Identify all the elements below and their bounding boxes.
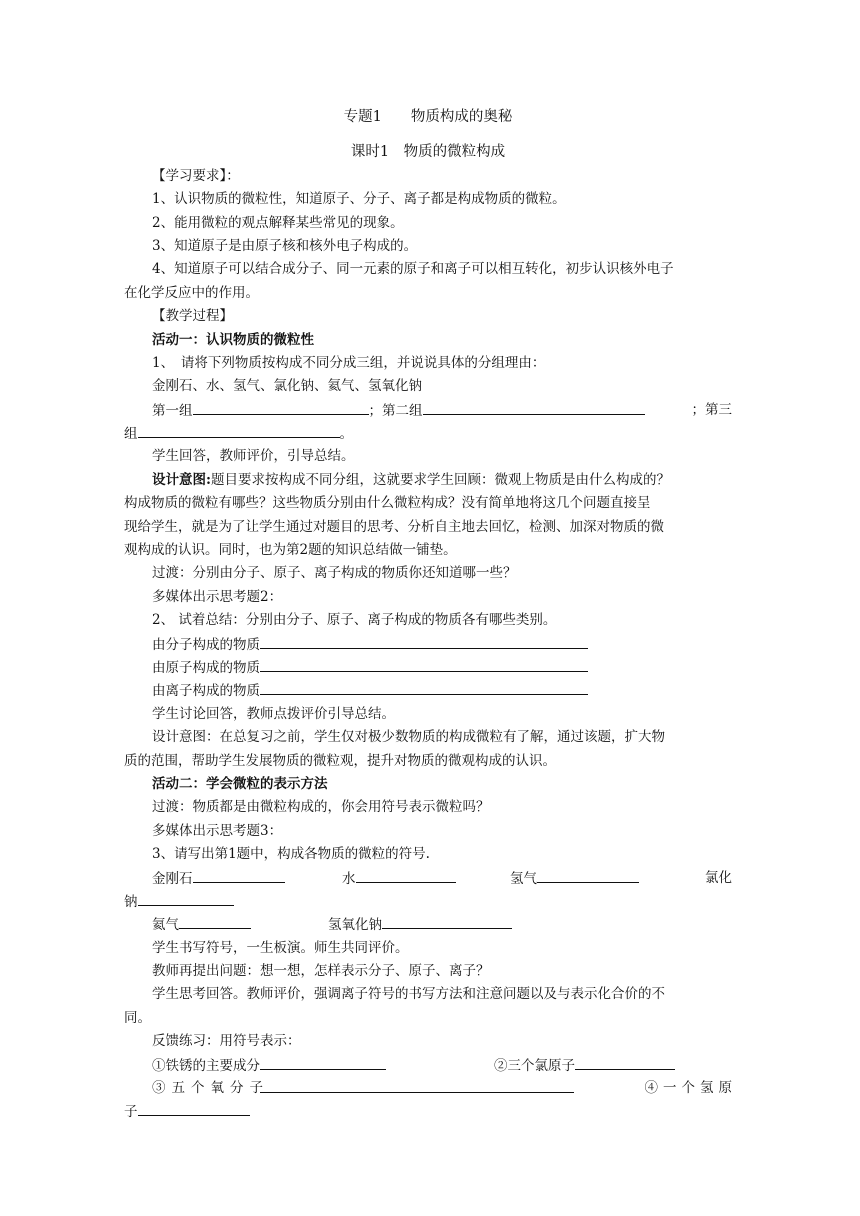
design-intent-1-line-4: 观构成的认识。同时，也为第2题的知识总结做一铺垫。 (124, 542, 457, 559)
sodium-hydroxide-blank[interactable] (382, 913, 512, 929)
design-intent-label: 设计意图: (152, 471, 211, 488)
group-2-label: ；第二组 (368, 402, 423, 419)
activity-1-heading: 活动一：认识物质的微粒性 (152, 331, 314, 348)
ion-blank[interactable] (260, 679, 588, 695)
question-3: 3、请写出第1题中，构成各物质的微粒的符号. (152, 846, 430, 863)
group-3-blank[interactable] (138, 422, 340, 438)
question-2: 2、 试着总结：分别由分子、原子、离子构成的物质各有哪些类别。 (152, 612, 557, 629)
water-label: 水 (342, 870, 356, 887)
transition-2: 过渡：物质都是由微粒构成的，你会用符号表示微粒吗？ (152, 799, 490, 816)
symbol-line-1-cont (124, 890, 732, 913)
hydrogen-blank[interactable] (537, 867, 639, 883)
molecule-label: 由分子构成的物质 (152, 636, 260, 653)
requirement-2: 2、能用微粒的观点解释某些常见的现象。 (152, 214, 404, 231)
rust-label: ①铁锈的主要成分 (152, 1057, 260, 1074)
group-1-label: 第一组 (152, 402, 193, 419)
chlorine-atoms-blank[interactable] (575, 1054, 675, 1070)
transition-1: 过渡：分别由分子、原子、离子构成的物质你还知道哪一些？ (152, 565, 517, 582)
group-3-answer-line (124, 422, 732, 445)
rust-blank[interactable] (260, 1054, 386, 1070)
helium-label: 氦气 (152, 917, 179, 934)
group-1-blank[interactable] (193, 399, 369, 415)
molecule-answer-line (124, 633, 732, 656)
student-answer-3: 学生书写符号，一生板演。师生共同评价。 (152, 939, 409, 956)
multimedia-question-3: 多媒体出示思考题3： (152, 822, 283, 839)
atom-label: 由原子构成的物质 (152, 659, 260, 676)
atom-blank[interactable] (260, 656, 588, 672)
feedback-line-2 (124, 1077, 737, 1100)
question-1-items: 金刚石、水、氢气、氯化钠、氦气、氢氧化钠 (152, 378, 422, 395)
document-page (124, 106, 737, 1124)
symbol-line-2 (124, 913, 732, 936)
hydrogen-atom-label-cont: 子 (124, 1104, 138, 1121)
molecule-blank[interactable] (260, 633, 588, 649)
design-intent-1 (124, 469, 732, 492)
sodium-chloride-blank[interactable] (138, 890, 234, 906)
student-answer-4-cont: 同。 (124, 1009, 151, 1026)
student-answer-2: 学生讨论回答，教师点拨评价引导总结。 (152, 705, 395, 722)
design-intent-1-text: 题目要求按构成不同分组，这就要求学生回顾：微观上物质是由什么构成的？ (210, 471, 670, 488)
student-answer-4: 学生思考回答。教师评价，强调离子符号的书写方法和注意问题以及与表示化合价的不 (152, 986, 665, 1003)
requirement-4-cont: 在化学反应中的作用。 (124, 284, 259, 301)
ion-label: 由离子构成的物质 (152, 683, 260, 700)
sodium-chloride-label-cont: 钠 (124, 893, 138, 910)
requirement-1: 1、认识物质的微粒性，知道原子、分子、离子都是构成物质的微粒。 (152, 191, 566, 208)
feedback-line-1 (124, 1054, 732, 1077)
symbol-line-1 (124, 867, 732, 890)
design-intent-2: 设计意图：在总复习之前，学生仅对极少数物质的构成微粒有了解，通过该题，扩大物 (152, 729, 665, 746)
oxygen-molecules-label: ③五个氧分子 (152, 1080, 269, 1097)
feedback-line-2-cont (124, 1100, 732, 1123)
water-blank[interactable] (356, 867, 456, 883)
hydrogen-label: 氢气 (510, 870, 537, 887)
activity-2-heading: 活动二：学会微粒的表示方法 (152, 775, 328, 792)
design-intent-2-line-2: 质的范围，帮助学生发展物质的微粒观，提升对物质的微观构成的认识。 (124, 752, 556, 769)
group-period: 。 (339, 426, 353, 443)
section-heading-requirements: 【学习要求】： (152, 167, 240, 184)
group-3-label: ；第三 (691, 401, 732, 418)
doc-subtitle: 课时1 物质的微粒构成 (350, 144, 506, 161)
section-heading-process: 【教学过程】 (152, 308, 233, 325)
student-answer-1: 学生回答，教师评价，引导总结。 (152, 448, 355, 465)
doc-title: 专题1 物质构成的奥秘 (343, 109, 513, 125)
hydrogen-atom-blank[interactable] (138, 1100, 250, 1116)
diamond-blank[interactable] (193, 867, 285, 883)
question-1: 1、 请将下列物质按构成不同分成三组，并说说具体的分组理由： (152, 354, 546, 371)
feedback-practice: 反馈练习：用符号表示： (152, 1033, 301, 1050)
ion-answer-line (124, 679, 732, 702)
design-intent-1-line-3: 现给学生，就是为了让学生通过对题目的思考、分析自主地去回忆，检测、加深对物质的微 (124, 518, 664, 535)
group-answer-line (124, 399, 732, 422)
oxygen-molecules-blank[interactable] (260, 1077, 574, 1093)
design-intent-1-line-2: 构成物质的微粒有哪些？这些物质分别由什么微粒构成？没有简单地将这几个问题直接呈 (124, 495, 651, 512)
group-2-blank[interactable] (423, 399, 645, 415)
requirement-4: 4、知道原子可以结合成分子、同一元素的原子和离子可以相互转化，初步认识核外电子 (152, 261, 674, 278)
group-3-label-cont: 组 (124, 426, 138, 443)
teacher-question: 教师再提出问题：想一想，怎样表示分子、原子、离子？ (152, 963, 490, 980)
hydrogen-atom-label: ④一个氢原 (644, 1080, 737, 1097)
atom-answer-line (124, 656, 732, 679)
sodium-hydroxide-label: 氢氧化钠 (328, 917, 382, 934)
multimedia-question-2: 多媒体出示思考题2： (152, 588, 283, 605)
sodium-chloride-label: 氯化 (705, 869, 732, 886)
helium-blank[interactable] (179, 913, 251, 929)
chlorine-atoms-label: ②三个氯原子 (494, 1057, 575, 1074)
requirement-3: 3、知道原子是由原子核和核外电子构成的。 (152, 237, 418, 254)
diamond-label: 金刚石 (152, 870, 193, 887)
